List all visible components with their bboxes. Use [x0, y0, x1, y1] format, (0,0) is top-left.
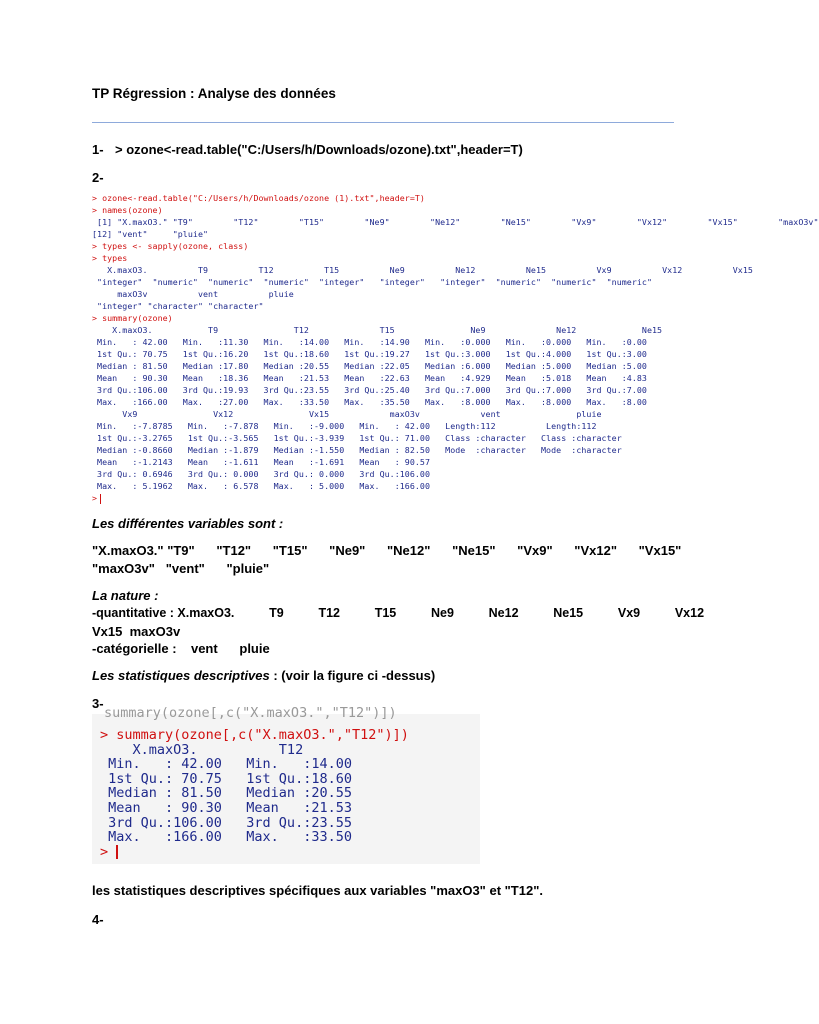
console-1-line: [12] "vent" "pluie"	[92, 229, 209, 239]
document-title: TP Régression : Analyse des données	[92, 86, 336, 101]
descriptive-stats-note: : (voir la figure ci -dessus)	[269, 668, 436, 683]
section-2-number: 2-	[92, 170, 104, 185]
section-1-number: 1-	[92, 142, 104, 157]
console-2-line: Max. :166.00 Max. :33.50	[100, 829, 352, 846]
descriptive-stats-line	[92, 668, 435, 683]
console-1-line: Median :-0.8660 Median :-1.879 Median :-1.550 Median : 82.50 Mode :character Mode :character	[92, 445, 622, 455]
console-1-line: Min. :-7.8785 Min. :-7.878 Min. :-9.000 Min. : 42.00 Length:112 Length:112	[92, 421, 597, 431]
cropped-previous-line: summary(ozone[,c("X.maxO3.","T12")])	[104, 705, 397, 721]
text-cursor	[100, 494, 101, 504]
console-1-line: > types	[92, 253, 128, 263]
console-1-line: X.maxO3. T9 T12 T15 Ne9 Ne12 Ne15	[92, 325, 663, 335]
console-2-line: Min. : 42.00 Min. :14.00	[100, 756, 352, 773]
section-3-number: 3-	[92, 696, 104, 711]
quantitative-line-1: -quantitative : X.maxO3. T9 T12 T15 Ne9 Ne12 Ne15 Vx9 Vx12	[92, 606, 705, 620]
console-1-line: Mean : 90.30 Mean :18.36 Mean :21.53 Mean :22.63 Mean :4.929 Mean :5.018 Mean :4.83	[92, 373, 647, 383]
console-1-line: 3rd Qu.:106.00 3rd Qu.:19.93 3rd Qu.:23.55 3rd Qu.:25.40 3rd Qu.:7.000 3rd Qu.:7.000 3rd Qu.:7.00	[92, 385, 647, 395]
quantitative-line-2: Vx15 maxO3v	[92, 624, 181, 639]
r-console-screenshot-2	[92, 705, 480, 864]
prompt-symbol: >	[100, 843, 109, 860]
console-1-line: > summary(ozone)	[92, 313, 173, 323]
section-1-command: > ozone<-read.table("C:/Users/h/Downloads/ozone).txt",header=T)	[115, 142, 523, 157]
console-2-line: Mean : 90.30 Mean :21.53	[100, 800, 352, 816]
nature-heading: La nature :	[92, 588, 159, 603]
categorical-line: -catégorielle : vent pluie	[92, 641, 270, 656]
console-1-prompt[interactable]	[92, 492, 101, 504]
console-1-line: X.maxO3. T9 T12 T15 Ne9 Ne12 Ne15 Vx9 Vx12 Vx15	[92, 265, 753, 275]
specific-stats-text: les statistiques descriptives spécifiques aux variables "maxO3" et "T12".	[92, 883, 543, 898]
title-underline	[92, 122, 674, 123]
console-1-line: [1] "X.maxO3." "T9" "T12" "T15" "Ne9" "Ne12" "Ne15" "Vx9" "Vx12" "Vx15" "maxO3v"	[92, 217, 819, 227]
console-1-line: Mean :-1.2143 Mean :-1.611 Mean :-1.691 Mean : 90.57	[92, 457, 431, 467]
console-1-line: > ozone<-read.table("C:/Users/h/Downloads/ozone (1).txt",header=T)	[92, 193, 425, 203]
console-1-line: "integer" "character" "character"	[92, 301, 264, 311]
console-1-line: 1st Qu.:-3.2765 1st Qu.:-3.565 1st Qu.:-3.939 1st Qu.: 71.00 Class :character Class :character	[92, 433, 622, 443]
console-2-line: X.maxO3. T12	[100, 741, 304, 758]
prompt-symbol: >	[92, 493, 98, 503]
variables-line-2: "maxO3v" "vent" "pluie"	[92, 561, 270, 576]
console-1-line: Min. : 42.00 Min. :11.30 Min. :14.00 Min. :14.90 Min. :0.000 Min. :0.000 Min. :0.00	[92, 337, 647, 347]
r-console-screenshot-1	[92, 192, 819, 504]
console-2-line: 1st Qu.: 70.75 1st Qu.:18.60	[100, 770, 352, 787]
console-1-line: maxO3v vent pluie	[92, 289, 294, 299]
console-2-prompt[interactable]	[100, 845, 118, 860]
console-2-line: 3rd Qu.:106.00 3rd Qu.:23.55	[100, 814, 352, 831]
console-2-line: Median : 81.50 Median :20.55	[100, 785, 352, 802]
console-1-line: > names(ozone)	[92, 205, 163, 215]
text-cursor	[116, 845, 118, 859]
variables-line-1: "X.maxO3." "T9" "T12" "T15" "Ne9" "Ne12" "Ne15" "Vx9" "Vx12" "Vx15"	[92, 543, 682, 558]
console-1-line: 1st Qu.: 70.75 1st Qu.:16.20 1st Qu.:18.60 1st Qu.:19.27 1st Qu.:3.000 1st Qu.:4.000 1st Qu.:3.00	[92, 349, 647, 359]
console-1-line: Median : 81.50 Median :17.80 Median :20.55 Median :22.05 Median :6.000 Median :5.000 Median :5.00	[92, 361, 647, 371]
console-1-line: 3rd Qu.: 0.6946 3rd Qu.: 0.000 3rd Qu.: 0.000 3rd Qu.:106.00	[92, 469, 431, 479]
console-1-line: "integer" "numeric" "numeric" "numeric" "integer" "integer" "integer" "numeric" "numeric" "numeric"	[92, 277, 653, 287]
console-1-line: Max. :166.00 Max. :27.00 Max. :33.50 Max. :35.50 Max. :8.000 Max. :8.000 Max. :8.00	[92, 397, 647, 407]
console-2-line: > summary(ozone[,c("X.maxO3.","T12")])	[100, 727, 409, 743]
console-1-line: > types <- sapply(ozone, class)	[92, 241, 249, 251]
variables-heading: Les différentes variables sont :	[92, 516, 284, 531]
console-1-line: Vx9 Vx12 Vx15 maxO3v vent pluie	[92, 409, 602, 419]
section-4-number: 4-	[92, 912, 104, 927]
descriptive-stats-label: Les statistiques descriptives	[92, 668, 270, 683]
console-1-line: Max. : 5.1962 Max. : 6.578 Max. : 5.000 Max. :166.00	[92, 481, 431, 491]
